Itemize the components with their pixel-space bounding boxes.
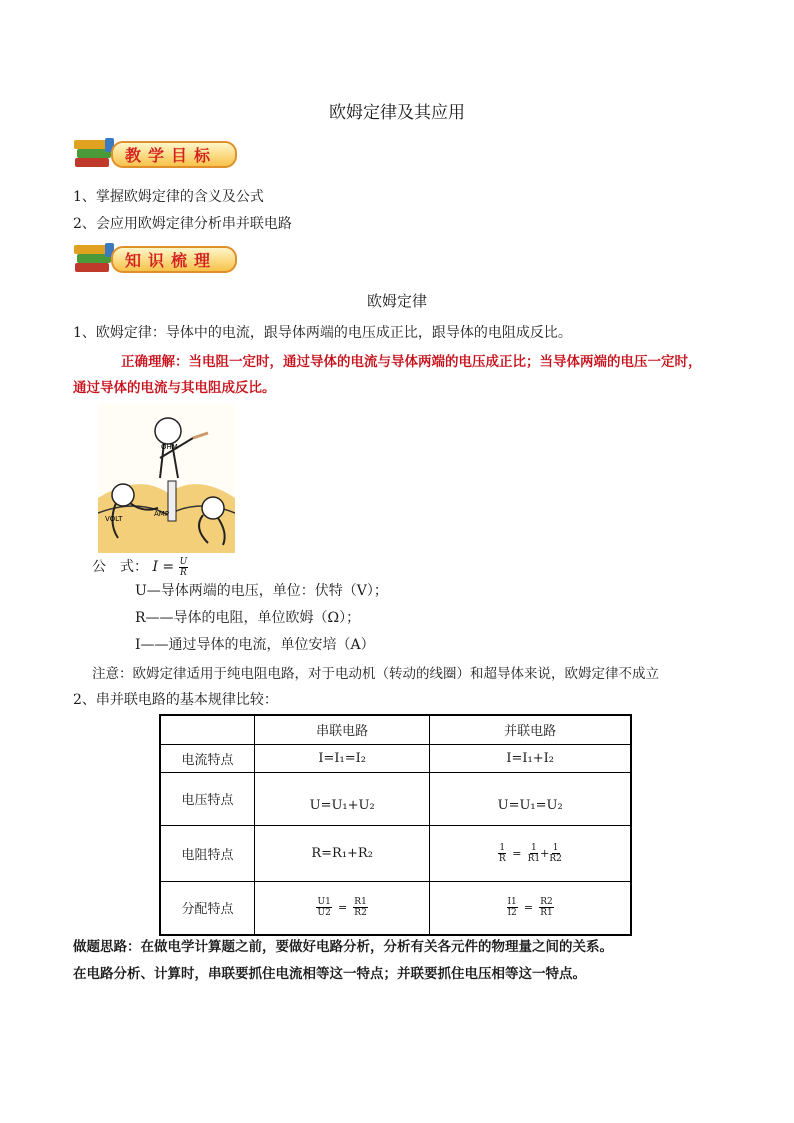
goal-1: 1、掌握欧姆定律的含义及公式 <box>73 189 264 205</box>
num: R1 <box>354 897 367 908</box>
parallel-resistance <box>430 825 631 881</box>
fraction <box>316 897 331 918</box>
table-row <box>160 772 631 825</box>
def-current: I——通过导体的电流，单位安培（A） <box>135 637 375 653</box>
table-row <box>160 744 631 772</box>
formula-lhs: I = <box>152 559 175 575</box>
den: R2 <box>354 908 367 919</box>
header-cell <box>160 715 255 744</box>
table-row <box>160 825 631 881</box>
row-label: 电阻特点 <box>160 825 255 881</box>
formula-label: 公 式： <box>92 559 148 575</box>
formula-den: R <box>180 567 187 578</box>
banner-text: 知识梳理 <box>125 251 218 270</box>
den: R2 <box>549 853 562 864</box>
tip-2: 在电路分析、计算时，串联要抓住电流相等这一特点；并联要抓住电压相等这一特点。 <box>73 966 586 982</box>
fraction <box>498 843 506 864</box>
series-distribution <box>255 881 430 935</box>
banner-text: 教学目标 <box>125 146 218 165</box>
law-statement: 1、欧姆定律：导体中的电流，跟导体两端的电压成正比，跟导体的电阻成反比。 <box>73 325 572 341</box>
fraction <box>539 897 554 918</box>
comparison-table <box>159 714 632 936</box>
def-resistance: R——导体的电阻，单位欧姆（Ω）； <box>135 610 361 626</box>
series-resistance: R=R₁+R₂ <box>255 825 430 881</box>
formula-num: U <box>179 556 188 567</box>
fraction <box>528 843 541 864</box>
amp-label: AMP <box>154 510 170 518</box>
series-voltage: U=U₁+U₂ <box>255 772 430 825</box>
fraction <box>353 897 368 918</box>
parallel-distribution <box>430 881 631 935</box>
row-label: 分配特点 <box>160 881 255 935</box>
formula-row <box>92 556 188 578</box>
header-cell: 并联电路 <box>430 715 631 744</box>
understanding-line-2: 通过导体的电流与其电阻成反比。 <box>73 380 276 396</box>
goal-2: 2、会应用欧姆定律分析串并联电路 <box>73 216 292 232</box>
knowledge-banner <box>73 239 237 275</box>
parallel-voltage: U=U₁=U₂ <box>430 772 631 825</box>
num: I1 <box>507 897 517 908</box>
equals: = <box>523 901 534 915</box>
parallel-current: I=I₁+I₂ <box>430 744 631 772</box>
den: R1 <box>527 853 541 864</box>
num: 1 <box>531 842 537 853</box>
compare-title: 2、串并联电路的基本规律比较： <box>73 692 278 708</box>
teaching-goals-banner <box>73 134 237 170</box>
num: U1 <box>317 897 331 908</box>
den: U2 <box>317 908 331 919</box>
page-title: 欧姆定律及其应用 <box>329 103 465 123</box>
plus: + <box>540 846 550 860</box>
table-row <box>160 881 631 935</box>
den: R1 <box>540 908 553 919</box>
note: 注意：欧姆定律适用于纯电阻电路，对于电动机（转动的线圈）和超导体来说，欧姆定律不成立 <box>92 666 659 682</box>
volt-label: VOLT <box>105 515 123 523</box>
ohm-label: OHM <box>161 443 178 451</box>
table-header-row <box>160 715 631 744</box>
def-voltage: U—导体两端的电压，单位：伏特（V）； <box>135 583 388 599</box>
tip-1: 做题思路：在做电学计算题之前，要做好电路分析，分析有关各元件的物理量之间的关系。 <box>73 939 613 955</box>
num: 1 <box>499 842 506 853</box>
num: 1 <box>552 842 559 853</box>
fraction <box>507 897 518 918</box>
formula-fraction <box>179 557 189 578</box>
fraction <box>549 843 562 864</box>
equals: = <box>512 846 522 860</box>
den: I2 <box>507 908 517 919</box>
header-cell: 串联电路 <box>255 715 430 744</box>
row-label: 电压特点 <box>160 772 255 825</box>
equals: = <box>337 901 348 915</box>
row-label: 电流特点 <box>160 744 255 772</box>
series-current: I=I₁=I₂ <box>255 744 430 772</box>
num: R2 <box>540 897 553 908</box>
understanding-line-1: 正确理解：当电阻一定时，通过导体的电流与导体两端的电压成正比；当导体两端的电压一定时， <box>121 354 702 370</box>
section-title: 欧姆定律 <box>366 292 427 310</box>
ohm-law-cartoon <box>98 403 235 553</box>
den: R <box>498 853 506 864</box>
